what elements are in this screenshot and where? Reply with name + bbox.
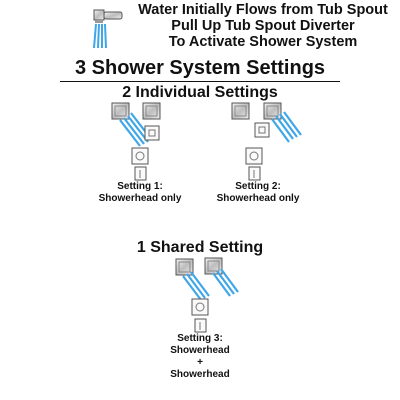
showerhead-icon [232, 103, 249, 119]
showerhead-icon [205, 258, 222, 274]
setting-1-desc: Showerhead only [98, 193, 182, 204]
title-underline [60, 81, 340, 82]
diverter-trim-icon [135, 167, 146, 180]
showerhead-icon [143, 103, 160, 119]
shared-setting-title: 1 Shared Setting [136, 239, 264, 256]
water-spray-icon [183, 272, 209, 300]
individual-settings-title: 2 Individual Settings [122, 84, 278, 101]
setting-2-label: Setting 2: [235, 181, 281, 192]
showerhead-icon [264, 103, 281, 119]
setting-1-label: Setting 1: [117, 181, 163, 192]
setting-3-label: Setting 3: [177, 333, 223, 344]
valve-handle-icon [132, 148, 148, 164]
water-stream-icon [94, 24, 106, 48]
valve-handle-icon [246, 148, 262, 164]
valve-handle-icon [255, 123, 269, 137]
intro-line-1: Water Initially Flows from Tub Spout [138, 2, 388, 18]
intro-text [128, 2, 398, 50]
main-title: 3 Shower System Settings [74, 57, 326, 79]
setting-1-caption [95, 181, 185, 205]
showerhead-icon [112, 103, 129, 119]
intro-line-3: To Activate Shower System [168, 34, 358, 50]
tub-spout-icon [94, 10, 122, 48]
valve-handle-icon [192, 299, 208, 315]
setting-2-caption [213, 181, 303, 205]
setting-3-desc-1: Showerhead [170, 345, 230, 356]
intro-line-2: Pull Up Tub Spout Diverter [171, 18, 355, 34]
valve-handle-icon [145, 126, 159, 140]
setting-3-caption [155, 333, 245, 381]
setting-2-desc: Showerhead only [216, 193, 300, 204]
setting-3-desc-2: Showerhead [170, 369, 230, 380]
water-spray-icon [272, 112, 301, 142]
setting-3-plus: + [197, 357, 203, 368]
diverter-trim-icon [249, 167, 260, 180]
diverter-trim-icon [195, 319, 206, 332]
